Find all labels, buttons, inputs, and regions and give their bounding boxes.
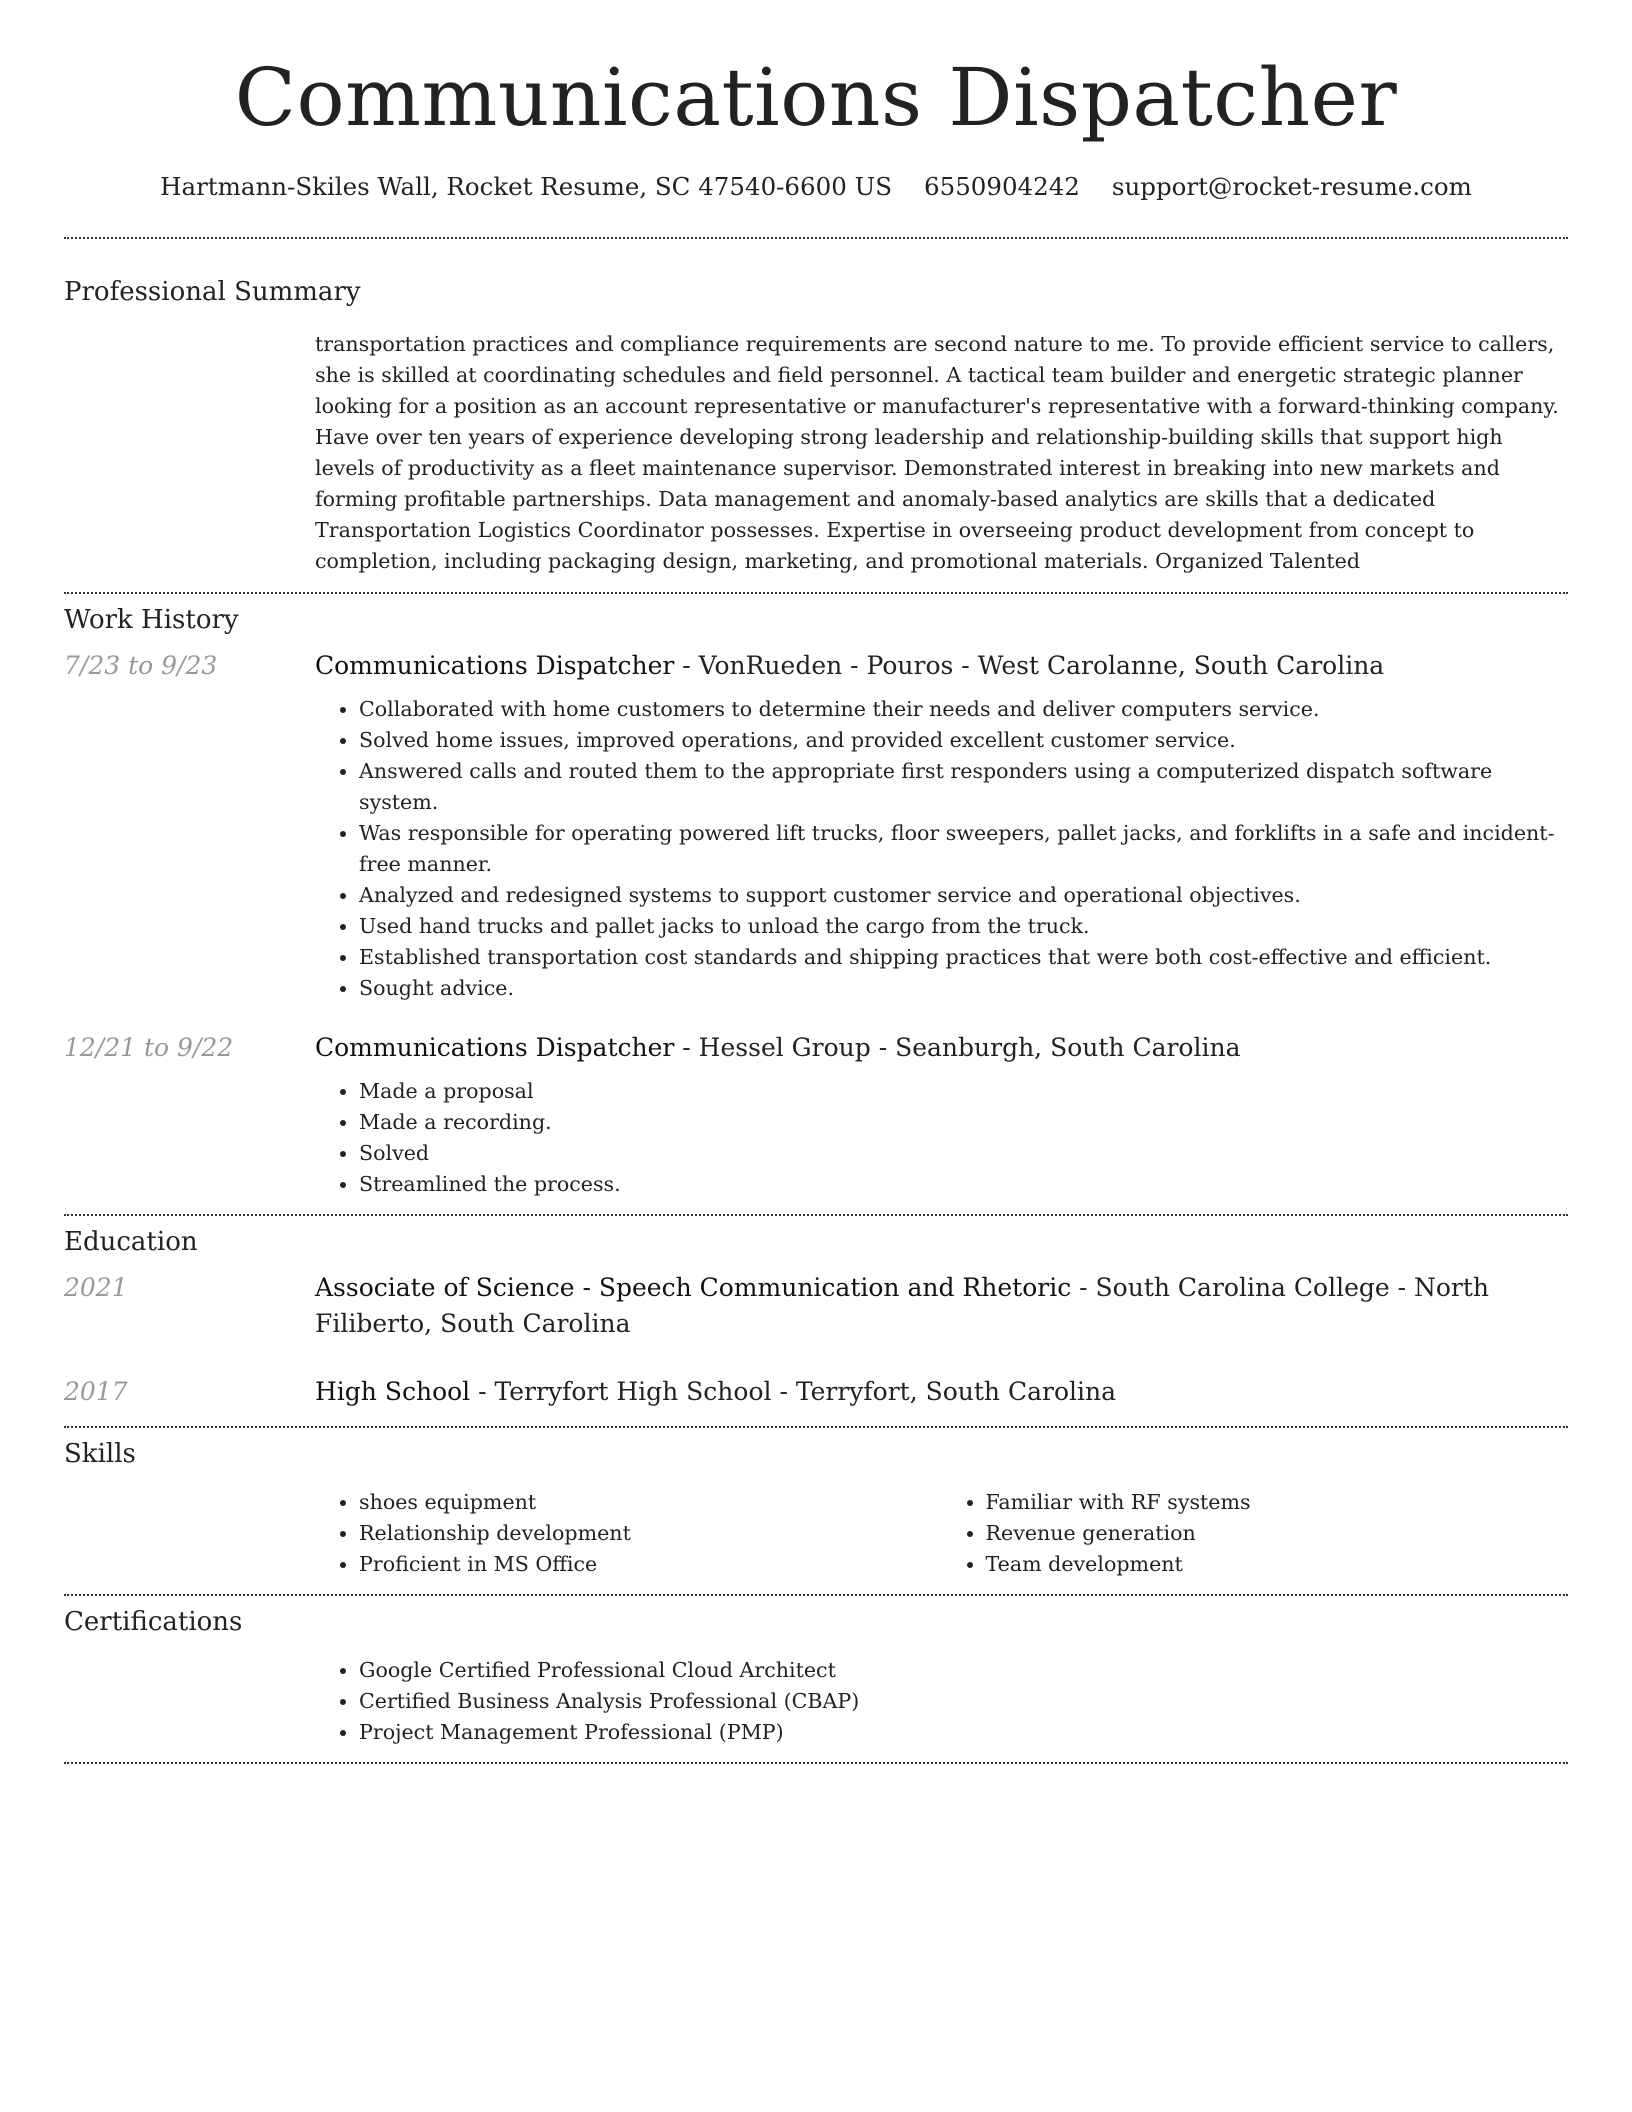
education-entry: [64, 1374, 1568, 1410]
list-item: • Established transportation cost standards and shipping practices that were both cost-effective and efficient.: [359, 942, 1568, 973]
education-section: [64, 1227, 1568, 1410]
job-dates: 12/21 to 9/22: [64, 1032, 234, 1062]
education-degree: Associate of Science - Speech Communication and Rhetoric: [315, 1272, 1072, 1302]
contact-phone: 6550904242: [924, 172, 1080, 201]
education-details: - Terryfort High School - Terryfort, South Carolina: [470, 1376, 1117, 1406]
section-divider: [64, 1214, 1568, 1216]
job-content: [315, 648, 1568, 1004]
contact-email: support@rocket-resume.com: [1111, 172, 1472, 201]
section-heading-summary: Professional Summary: [64, 277, 361, 308]
skill-item: • shoes equipment: [359, 1487, 942, 1518]
certification-item: • Google Certified Professional Cloud Architect: [359, 1655, 1568, 1686]
section-divider: [64, 1426, 1568, 1428]
section-divider: [64, 1762, 1568, 1764]
job-content: [315, 1030, 1568, 1200]
certifications-section: [64, 1607, 1568, 1748]
certification-item: • Certified Business Analysis Professional (CBAP): [359, 1686, 1568, 1717]
summary-text: transportation practices and compliance requirements are second nature to me. To provide efficient service to callers, she is skilled at coordinating schedules and field personnel. A tactical team builder and energetic strategic planner looking for a position as an account representative or manufacturer's representative with a forward-thinking company. Have over ten years of experience developing strong leadership and relationship-building skills that support high levels of productivity as a fleet maintenance supervisor. Demonstrated interest in breaking into new markets and forming profitable partnerships. Data management and anomaly-based analytics are skills that a dedicated Transportation Logistics Coordinator possesses. Expertise in overseeing product development from concept to completion, including packaging design, marketing, and promotional materials. Organized Talented: [315, 331, 1559, 573]
contact-info: [64, 172, 1568, 201]
list-item: • Streamlined the process.: [359, 1169, 1568, 1200]
summary-section: [64, 277, 1568, 576]
skill-item: • Relationship development: [359, 1518, 942, 1549]
section-heading-work: Work History: [64, 604, 239, 635]
contact-address: Hartmann-Skiles Wall, Rocket Resume, SC 47540-6600 US: [160, 172, 893, 201]
list-item: • Was responsible for operating powered lift trucks, floor sweepers, pallet jacks, and forklifts in a safe and incident-free manner.: [359, 818, 1568, 880]
job-dates: 7/23 to 9/23: [64, 650, 218, 680]
candidate-name: Communications Dispatcher: [234, 51, 1398, 144]
list-item: • Used hand trucks and pallet jacks to unload the cargo from the truck.: [359, 911, 1568, 942]
skill-item: • Proficient in MS Office: [359, 1549, 942, 1580]
section-heading-certifications: Certifications: [64, 1607, 243, 1638]
job-details: - VonRueden - Pouros - West Carolanne, South Carolina: [674, 650, 1385, 680]
work-history-section: [64, 605, 1568, 1200]
skills-list-right: [942, 1487, 1569, 1580]
section-divider: [64, 1594, 1568, 1596]
job-title-line: [315, 1030, 1568, 1066]
list-item: • Answered calls and routed them to the appropriate first responders using a computerized dispatch software system.: [359, 756, 1568, 818]
job-title: Communications Dispatcher: [315, 1032, 675, 1062]
education-entry: [64, 1270, 1568, 1342]
job-entry: [64, 1030, 1568, 1200]
job-bullets: [315, 694, 1568, 1004]
job-details: - Hessel Group - Seanburgh, South Carolina: [674, 1032, 1241, 1062]
skills-grid: [315, 1487, 1568, 1580]
job-entry: [64, 648, 1568, 1004]
job-title: Communications Dispatcher: [315, 650, 675, 680]
list-item: • Solved home issues, improved operations, and provided excellent customer service.: [359, 725, 1568, 756]
list-item: • Analyzed and redesigned systems to support customer service and operational objectives.: [359, 880, 1568, 911]
education-degree: High School: [315, 1376, 471, 1406]
list-item: • Collaborated with home customers to determine their needs and deliver computers service.: [359, 694, 1568, 725]
certification-item: • Project Management Professional (PMP): [359, 1717, 1568, 1748]
skills-list-left: [315, 1487, 942, 1580]
education-details: - South Carolina College - North Filiberto, South Carolina: [315, 1272, 1490, 1338]
job-bullets: [315, 1076, 1568, 1200]
section-divider: [64, 592, 1568, 594]
certifications-list: [315, 1655, 1568, 1748]
education-year: 2021: [64, 1272, 128, 1302]
section-heading-education: Education: [64, 1226, 198, 1257]
list-item: • Sought advice.: [359, 973, 1568, 1004]
list-item: • Made a proposal: [359, 1076, 1568, 1107]
skill-item: • Revenue generation: [986, 1518, 1569, 1549]
skills-section: [64, 1439, 1568, 1580]
education-year: 2017: [64, 1376, 128, 1406]
education-title-line: [315, 1270, 1568, 1342]
skill-item: • Team development: [986, 1549, 1569, 1580]
section-divider: [64, 237, 1568, 239]
list-item: • Solved: [359, 1138, 1568, 1169]
job-title-line: [315, 648, 1568, 684]
skill-item: • Familiar with RF systems: [986, 1487, 1569, 1518]
education-title-line: [315, 1374, 1568, 1410]
section-heading-skills: Skills: [64, 1438, 136, 1469]
list-item: • Made a recording.: [359, 1107, 1568, 1138]
